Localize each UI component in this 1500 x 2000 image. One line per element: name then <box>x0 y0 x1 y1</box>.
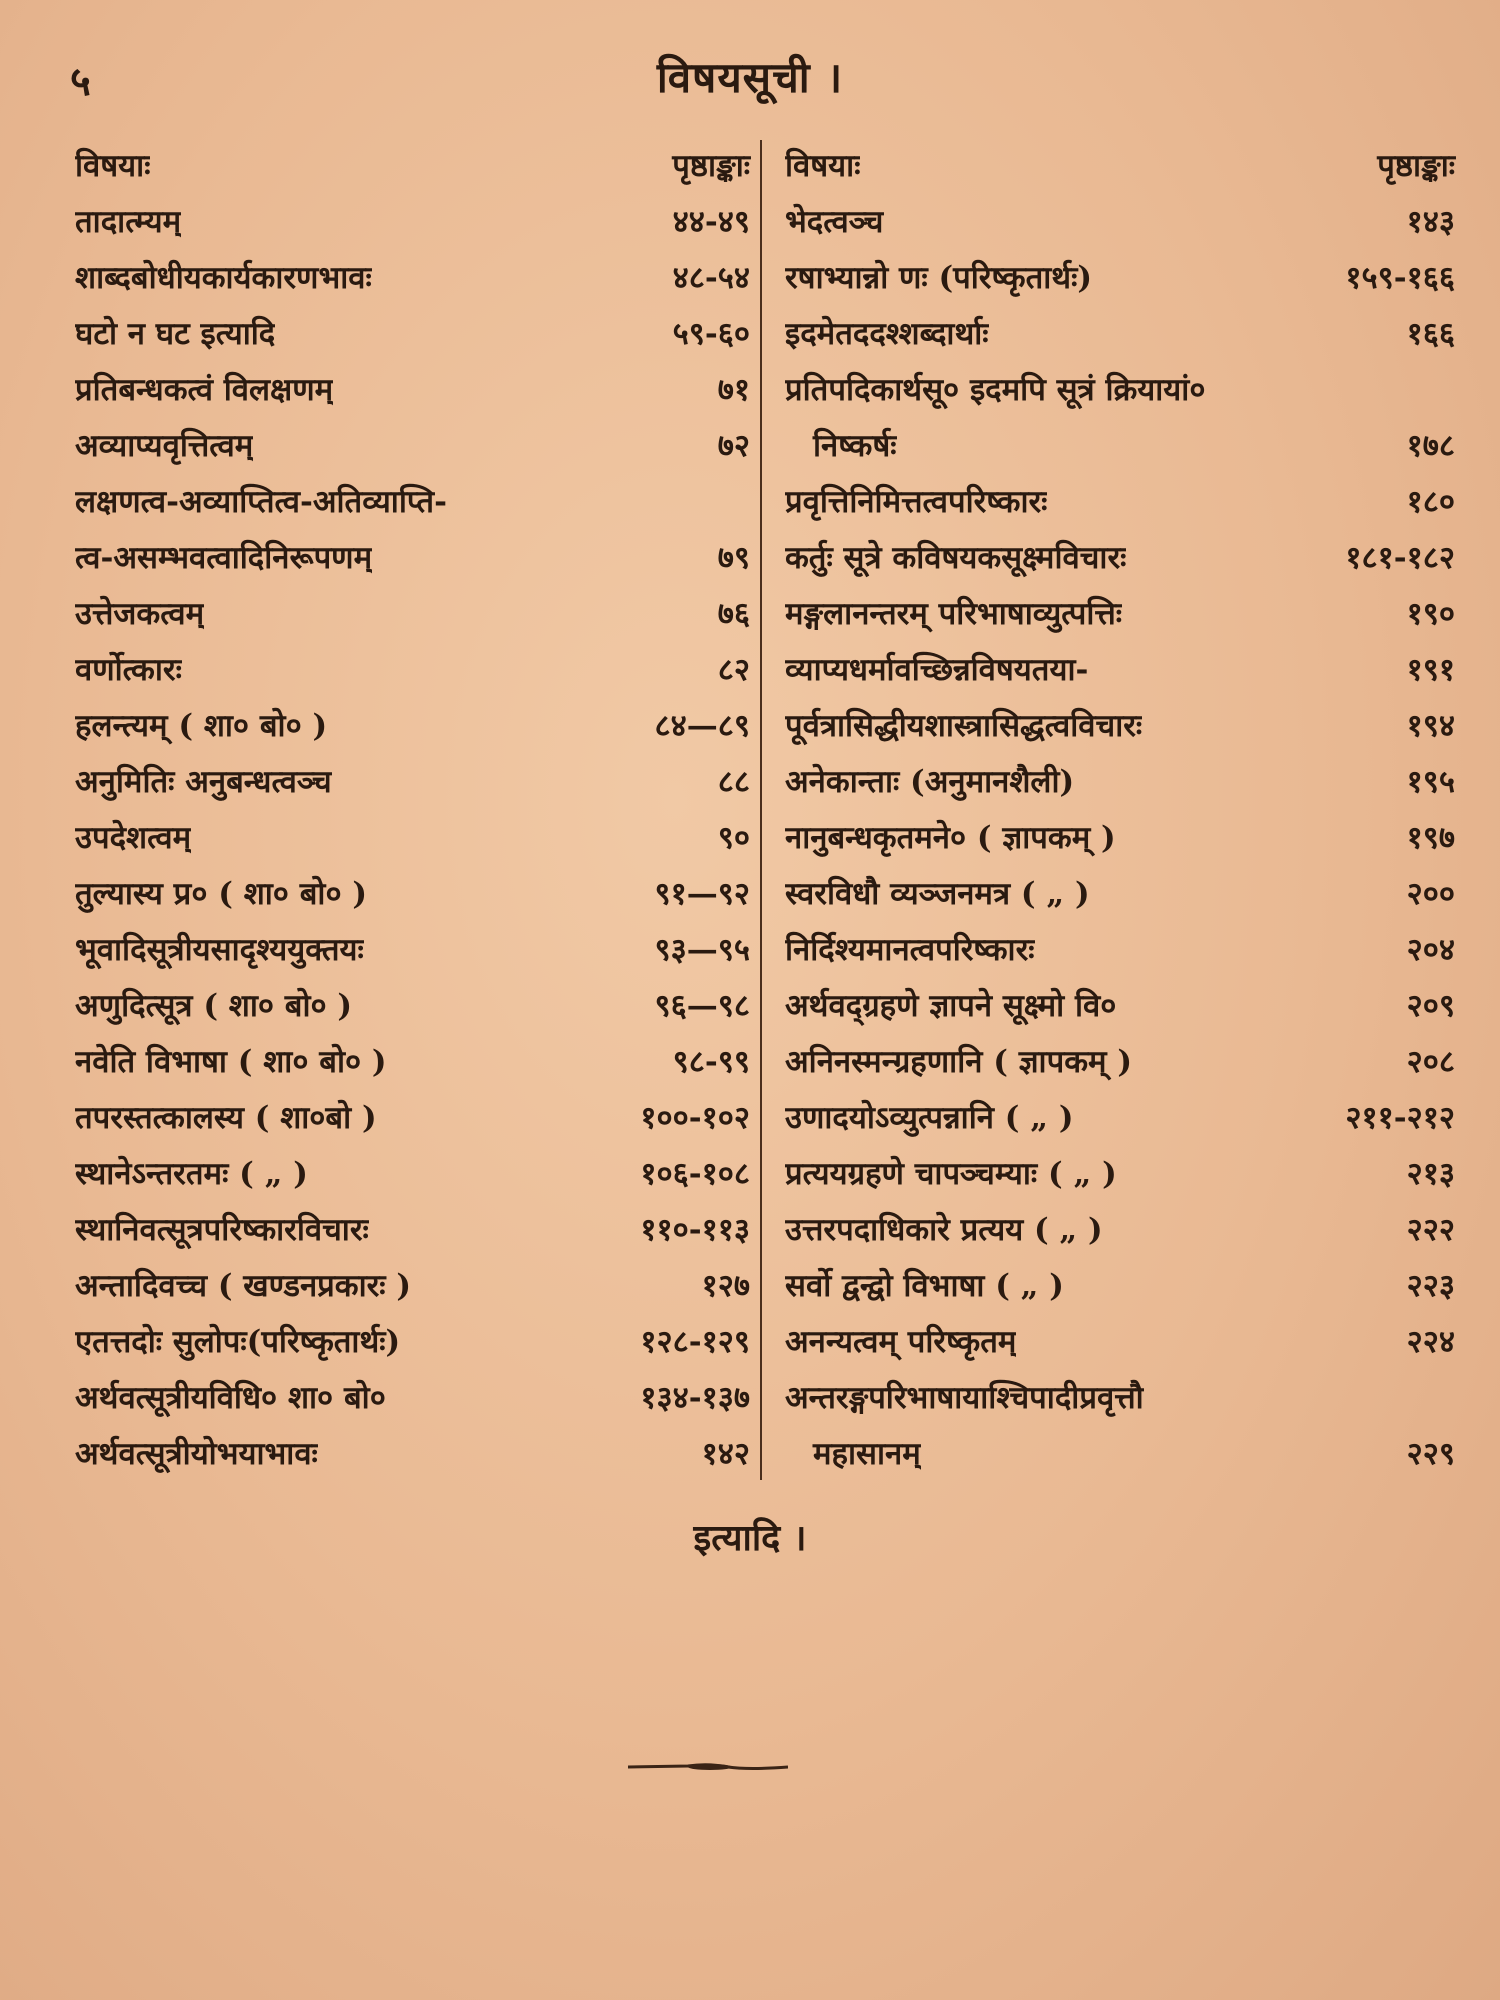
left-entry-subject: भूवादिसूत्रीयसादृश्ययुक्तयः <box>75 932 364 968</box>
right-entry-pages: २२३ <box>1406 1268 1455 1304</box>
left-entry-pages: ९० <box>717 820 750 856</box>
left-entry-subject: एतत्तदोः सुलोपः(परिष्कृतार्थः) <box>75 1324 401 1360</box>
left-entry-subject: अणुदित्सूत्र ( शा० बो० ) <box>75 988 353 1024</box>
left-entry-subject: अनुमितिः अनुबन्धत्वञ्च <box>75 764 332 800</box>
right-entry-pages: २०० <box>1406 876 1455 912</box>
right-entry-row <box>785 698 1455 754</box>
left-entry-row <box>75 250 750 306</box>
right-entry-row <box>785 586 1455 642</box>
left-entry-row <box>75 922 750 978</box>
right-entry-subject: अर्थवद्ग्रहणे ज्ञापने सूक्ष्मो वि० <box>785 988 1117 1024</box>
right-entry-row <box>785 1090 1455 1146</box>
right-entry-row <box>785 250 1455 306</box>
right-entry-subject: व्याप्यधर्मावच्छिन्नविषयतया- <box>785 652 1089 688</box>
left-entry-row <box>75 586 750 642</box>
left-entry-pages: ४८-५४ <box>672 260 750 296</box>
right-entry-row <box>785 866 1455 922</box>
left-entry-pages: ४४-४९ <box>672 204 750 240</box>
right-entry-subject: स्वरविधौ व्यञ्जनमत्र ( „ ) <box>785 876 1090 912</box>
left-entry-subject: हलन्त्यम् ( शा० बो० ) <box>75 708 328 744</box>
left-entry-row <box>75 866 750 922</box>
right-entry-row <box>785 642 1455 698</box>
right-entry-pages: १९५ <box>1406 764 1455 800</box>
right-entry-subject: सर्वो द्वन्द्वो विभाषा ( „ ) <box>785 1268 1064 1304</box>
left-entry-row <box>75 698 750 754</box>
right-entry-subject: अन्तरङ्गपरिभाषायाश्चिपादीप्रवृत्तौ <box>785 1380 1144 1416</box>
left-entry-subject: शाब्दबोधीयकार्यकारणभावः <box>75 260 372 296</box>
right-entry-pages: १९१ <box>1406 652 1455 688</box>
left-entry-subject: अर्थवत्सूत्रीयविधि० शा० बो० <box>75 1380 386 1416</box>
right-entry-pages: १९० <box>1406 596 1455 632</box>
right-entry-subject: अनन्यत्वम् परिष्कृतम् <box>785 1324 1017 1360</box>
left-entry-pages: ८४—८९ <box>654 708 750 744</box>
left-entry-pages: १००-१०२ <box>640 1100 750 1136</box>
right-entry-subject: अनेकान्ताः (अनुमानशैली) <box>785 764 1075 800</box>
right-entry-row <box>785 418 1455 474</box>
right-entry-subject: उत्तरपदाधिकारे प्रत्यय ( „ ) <box>785 1212 1103 1248</box>
right-entry-pages: २०९ <box>1406 988 1455 1024</box>
right-entry-row <box>785 978 1455 1034</box>
right-entry-subject: प्रतिपदिकार्थसू० इदमपि सूत्रं क्रियायां० <box>785 372 1206 408</box>
right-entry-subject: रषाभ्यान्नो णः (परिष्कृतार्थः) <box>785 260 1093 296</box>
left-entry-subject: तपरस्तत्कालस्य ( शा०बो ) <box>75 1100 377 1136</box>
left-entry-row <box>75 1426 750 1482</box>
left-entry-row <box>75 1090 750 1146</box>
left-entry-pages: ९१—९२ <box>654 876 750 912</box>
right-entry-row <box>785 530 1455 586</box>
right-column <box>785 138 1455 1482</box>
right-column-header <box>785 138 1455 194</box>
left-entry-row <box>75 1202 750 1258</box>
column-divider <box>760 140 762 1480</box>
right-entry-subject: महासानम् <box>813 1436 921 1472</box>
left-entry-row <box>75 474 750 530</box>
left-entry-row <box>75 418 750 474</box>
left-entry-subject: उपदेशत्वम् <box>75 820 192 856</box>
right-entry-row <box>785 1370 1455 1426</box>
right-entry-row <box>785 1258 1455 1314</box>
left-entry-subject: स्थानिवत्सूत्रपरिष्कारविचारः <box>75 1212 369 1248</box>
right-entry-row <box>785 194 1455 250</box>
right-entry-subject: प्रत्ययग्रहणे चापञ्चम्याः ( „ ) <box>785 1156 1117 1192</box>
left-column <box>75 138 750 1482</box>
right-entry-subject: उणादयोऽव्युत्पन्नानि ( „ ) <box>785 1100 1074 1136</box>
right-entry-row <box>785 1034 1455 1090</box>
left-entry-pages: १०६-१०८ <box>640 1156 750 1192</box>
right-header-pages: पृष्ठाङ्काः <box>1377 148 1455 184</box>
right-entry-subject: कर्तुः सूत्रे कविषयकसूक्ष्मविचारः <box>785 540 1127 576</box>
left-entry-pages: १२७ <box>701 1268 750 1304</box>
left-entry-subject: वर्णोत्कारः <box>75 652 182 688</box>
right-entry-subject: निर्दिश्यमानत्वपरिष्कारः <box>785 932 1035 968</box>
left-entry-subject: अन्तादिवच्च ( खण्डनप्रकारः ) <box>75 1268 412 1304</box>
right-entry-subject: भेदत्वञ्च <box>785 204 884 240</box>
left-entry-row <box>75 1258 750 1314</box>
left-entry-row <box>75 978 750 1034</box>
left-entry-pages: ७२ <box>717 428 750 464</box>
left-entry-subject: तुल्यास्य प्र० ( शा० बो० ) <box>75 876 368 912</box>
right-entry-row <box>785 922 1455 978</box>
left-entry-pages: ८८ <box>717 764 750 800</box>
right-entry-subject: निष्कर्षः <box>813 428 897 464</box>
left-header-pages: पृष्ठाङ्काः <box>672 148 750 184</box>
right-entry-pages: १७८ <box>1406 428 1455 464</box>
right-entry-row <box>785 810 1455 866</box>
right-entry-subject: पूर्वत्रासिद्धीयशास्त्रासिद्धत्वविचारः <box>785 708 1143 744</box>
right-entry-pages: २०४ <box>1406 932 1455 968</box>
left-entry-pages: ७६ <box>717 596 750 632</box>
right-entry-pages: १८० <box>1406 484 1455 520</box>
right-entry-pages: १८१-१८२ <box>1345 540 1455 576</box>
left-entry-pages: १३४-१३७ <box>640 1380 750 1416</box>
right-entry-subject: नानुबन्धकृतमने० ( ज्ञापकम् ) <box>785 820 1116 856</box>
left-header-subject: विषयाः <box>75 148 151 184</box>
right-entry-pages: २०८ <box>1406 1044 1455 1080</box>
right-entry-row <box>785 1146 1455 1202</box>
right-entry-pages: १९४ <box>1406 708 1455 744</box>
page-number: ५ <box>70 58 91 105</box>
right-entry-row <box>785 1314 1455 1370</box>
left-entry-row <box>75 1314 750 1370</box>
left-column-header <box>75 138 750 194</box>
left-entry-row <box>75 530 750 586</box>
left-entry-pages: ७९ <box>717 540 750 576</box>
right-entry-row <box>785 474 1455 530</box>
left-entry-row <box>75 642 750 698</box>
left-entry-subject: घटो न घट इत्यादि <box>75 316 276 352</box>
page-title: विषयसूची । <box>656 53 844 102</box>
right-entry-pages: १९७ <box>1406 820 1455 856</box>
left-entry-pages: १२८-१२९ <box>640 1324 750 1360</box>
left-entry-pages: १४२ <box>701 1436 750 1472</box>
right-header-subject: विषयाः <box>785 148 861 184</box>
right-entry-subject: इदमेतददश्शब्दार्थाः <box>785 316 989 352</box>
left-entry-row <box>75 1146 750 1202</box>
ornament-divider <box>628 1763 788 1771</box>
left-entry-subject: स्थानेऽन्तरतमः ( „ ) <box>75 1156 308 1192</box>
left-entry-subject: अर्थवत्सूत्रीयोभयाभावः <box>75 1436 318 1472</box>
left-entry-subject: नवेति विभाषा ( शा० बो० ) <box>75 1044 387 1080</box>
left-entry-pages: ७१ <box>717 372 750 408</box>
left-entry-pages: ११०-११३ <box>640 1212 750 1248</box>
left-entry-subject: त्व-असम्भवत्वादिनिरूपणम् <box>75 540 373 576</box>
right-entry-pages: २२२ <box>1406 1212 1455 1248</box>
left-entry-pages: ५९-६० <box>672 316 750 352</box>
left-entry-row <box>75 1370 750 1426</box>
left-entry-subject: अव्याप्यवृत्तित्वम् <box>75 428 254 464</box>
right-entry-pages: २१३ <box>1406 1156 1455 1192</box>
right-entry-subject: प्रवृत्तिनिमित्तत्वपरिष्कारः <box>785 484 1048 520</box>
left-entry-pages: ९३—९५ <box>654 932 750 968</box>
right-entry-pages: १४३ <box>1406 204 1455 240</box>
right-entry-subject: अनिनस्मन्ग्रहणानि ( ज्ञापकम् ) <box>785 1044 1133 1080</box>
left-entry-subject: प्रतिबन्धकत्वं विलक्षणम् <box>75 372 334 408</box>
right-entry-pages: २२४ <box>1406 1324 1455 1360</box>
right-entry-subject: मङ्गलानन्तरम् परिभाषाव्युत्पत्तिः <box>785 596 1123 632</box>
left-entry-row <box>75 194 750 250</box>
left-entry-subject: तादात्म्यम् <box>75 204 182 240</box>
left-entry-row <box>75 810 750 866</box>
right-entry-row <box>785 1202 1455 1258</box>
left-entry-pages: ९६—९८ <box>654 988 750 1024</box>
left-entry-pages: ९८-९९ <box>672 1044 750 1080</box>
right-entry-pages: २११-२१२ <box>1345 1100 1455 1136</box>
left-entry-row <box>75 1034 750 1090</box>
left-entry-row <box>75 754 750 810</box>
left-entry-row <box>75 362 750 418</box>
left-entry-subject: उत्तेजकत्वम् <box>75 596 205 632</box>
right-entry-pages: २२९ <box>1406 1436 1455 1472</box>
left-entry-pages: ८२ <box>717 652 750 688</box>
left-entry-row <box>75 306 750 362</box>
right-entry-row <box>785 306 1455 362</box>
right-entry-pages: १६६ <box>1406 316 1455 352</box>
right-entry-row <box>785 754 1455 810</box>
right-entry-row <box>785 1426 1455 1482</box>
right-entry-pages: १५९-१६६ <box>1345 260 1455 296</box>
right-entry-row <box>785 362 1455 418</box>
footer-text: इत्यादि । <box>693 1517 807 1559</box>
left-entry-subject: लक्षणत्व-अव्याप्तित्व-अतिव्याप्ति- <box>75 484 447 520</box>
